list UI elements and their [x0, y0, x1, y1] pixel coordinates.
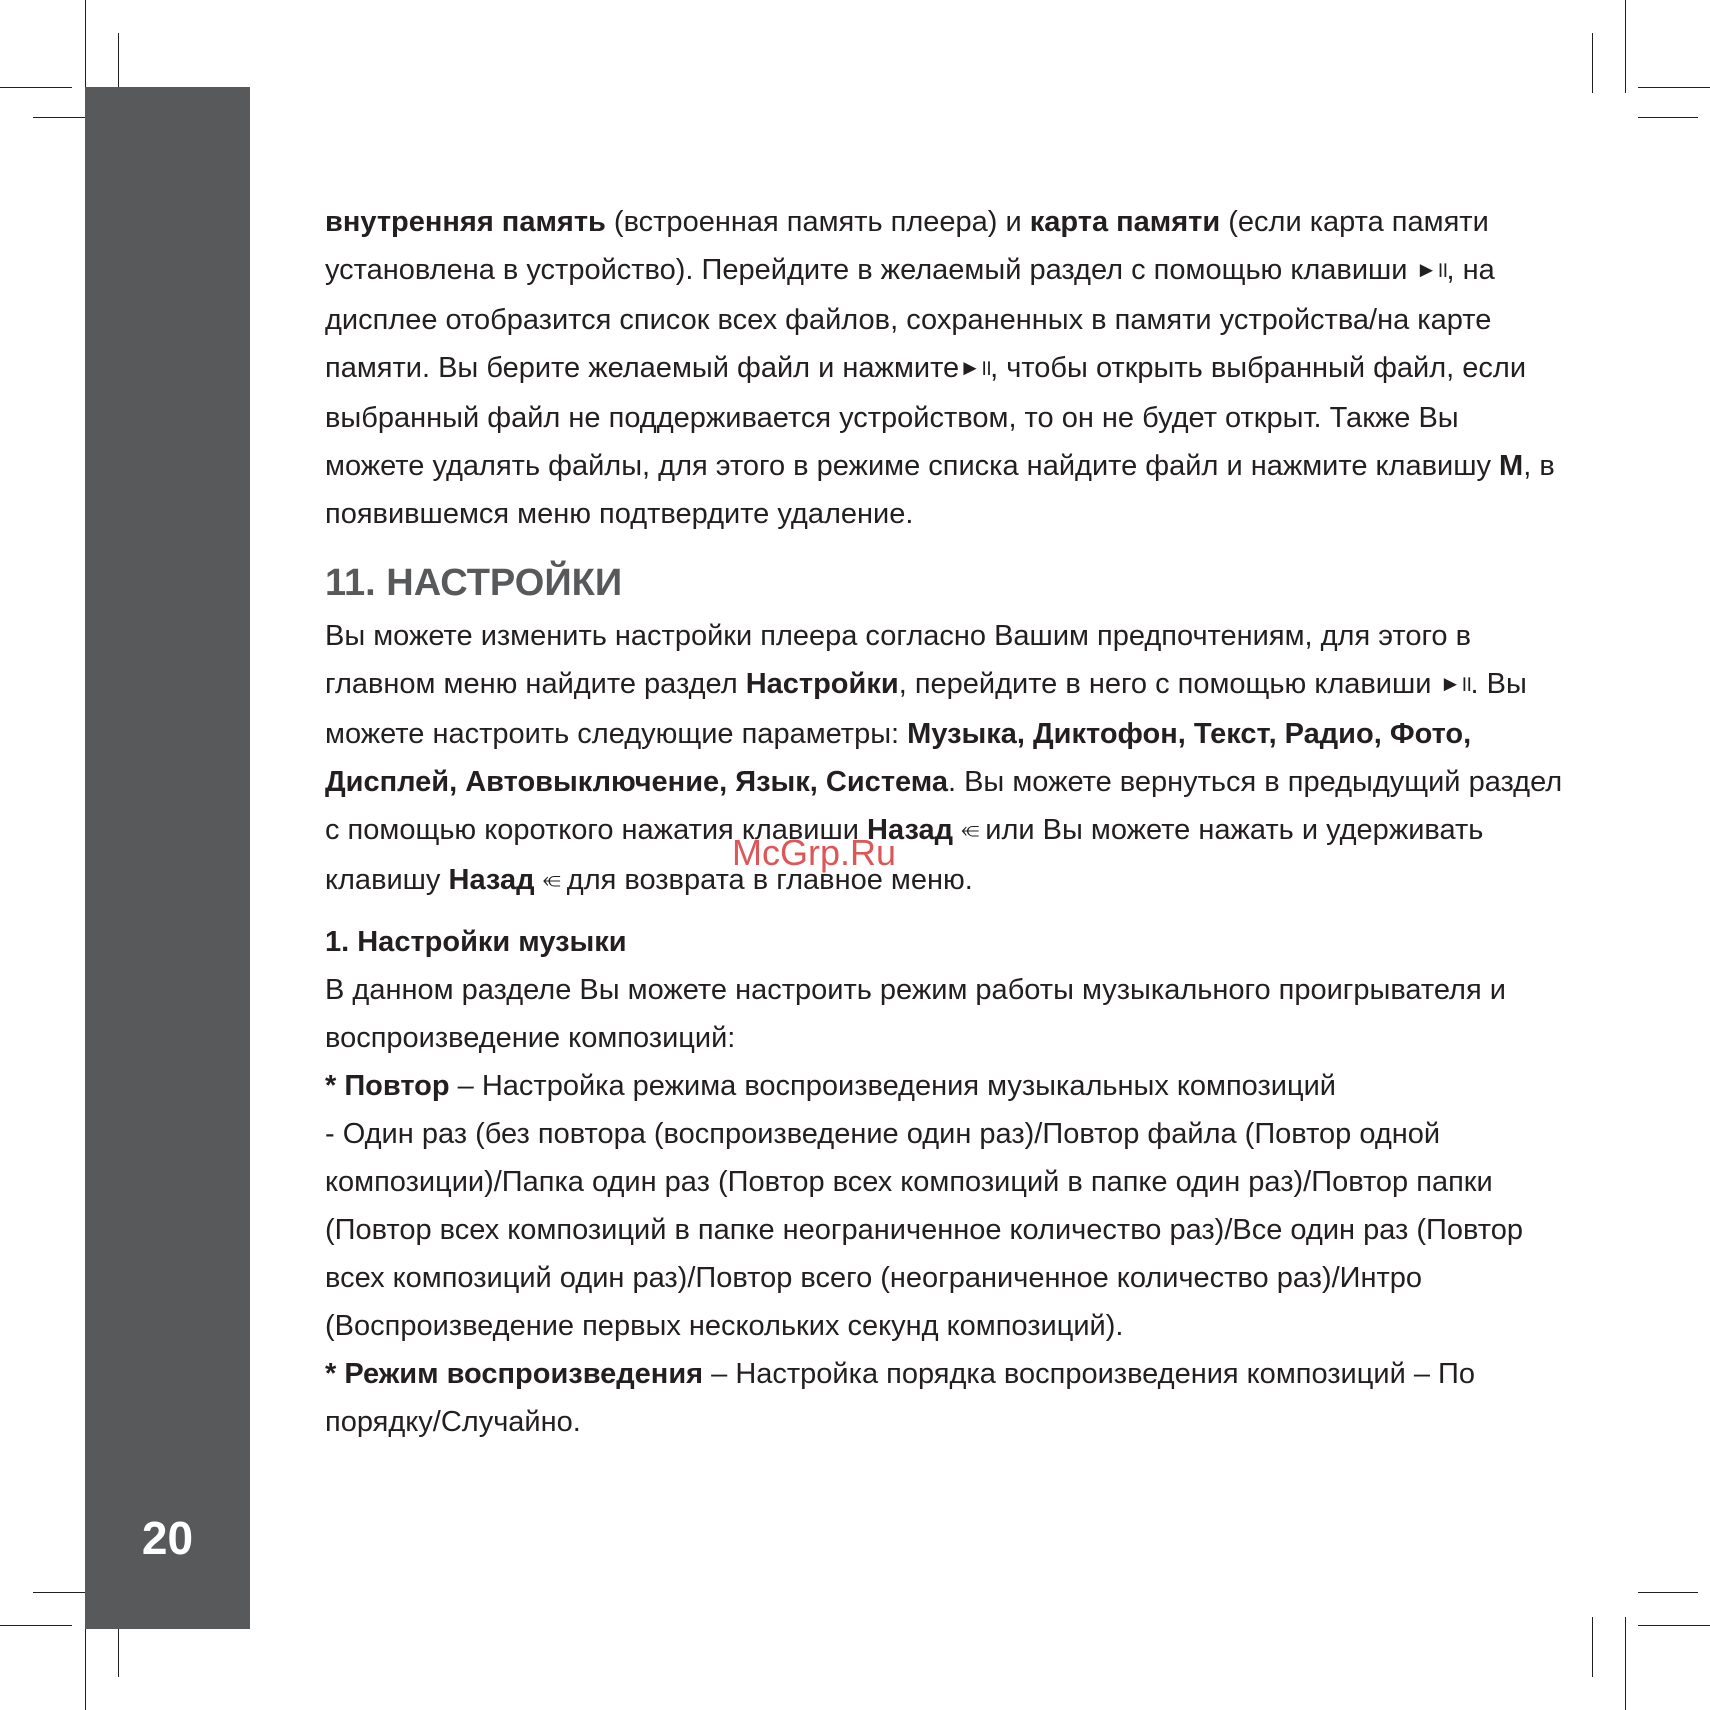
back-icon: ⥺ [542, 867, 559, 892]
text-run: , в появившемся меню подтвердите удаление. [325, 450, 1555, 530]
repeat-options: - Один раз (без повтора (воспроизведение один раз)/Повтор файла (Повтор одной композиции)/Папка один раз (Повтор всех композиций в папке один раз)/Повтор папки (Повтор всех композиций в папке неограниченное количество раз)/Все один раз (Повтор всех композиций один раз)/Повтор всего (неограниченное количество раз)/Интро (Воспроизведение первых нескольких секунд композиций). [325, 1118, 1524, 1342]
text-run: . Вы можете вернуться в предыдущий раздел с помощью короткого нажатия клавиши [325, 766, 1563, 846]
crop-mark [0, 87, 72, 88]
crop-mark [118, 33, 119, 93]
bold-term: внутренняя память [325, 206, 606, 238]
play-pause-icon: ►॥ [959, 355, 991, 380]
text-run: . Вы можете настроить следующие параметры: [325, 668, 1527, 750]
crop-mark [85, 0, 86, 93]
crop-mark [1638, 1625, 1710, 1626]
text-run: – Настройка режима воспроизведения музыкальных композиций [449, 1070, 1336, 1102]
crop-mark [33, 1592, 93, 1593]
section-title: 11. НАСТРОЙКИ [325, 562, 623, 604]
text-run: , перейдите в него с помощью клавиши [898, 668, 1440, 700]
text-run: или Вы можете нажать и удерживать клавишу [325, 814, 1484, 896]
settings-paragraph [325, 612, 1565, 906]
play-mode-setting [325, 1350, 1565, 1446]
crop-mark [1625, 1617, 1626, 1710]
music-intro: В данном разделе Вы можете настроить режим работы музыкального проигрывателя и воспроизведение композиций: [325, 974, 1506, 1054]
text-run: – Настройка порядка воспроизведения композиций – По порядку/Случайно. [325, 1358, 1475, 1438]
crop-mark [33, 117, 93, 118]
bold-term: Музыка, Диктофон, Текст, Радио, Фото, Дисплей, Автовыключение, Язык, Система [325, 718, 1472, 798]
page-content [325, 198, 1565, 1446]
crop-mark [85, 1617, 86, 1710]
text-run: Вы можете изменить настройки плеера согласно Вашим предпочтениям, для этого в главном меню найдите раздел [325, 620, 1471, 700]
intro-paragraph [325, 198, 1565, 538]
back-icon: ⥺ [961, 817, 978, 842]
crop-mark [1638, 117, 1698, 118]
text-run: , чтобы открыть выбранный файл, если выбранный файл не поддерживается устройством, то он не будет открыт. Также Вы можете удалять файлы, для этого в режиме списка найдите файл и нажмите клавишу [325, 352, 1527, 482]
text-run: (если карта памяти установлена в устройство). Перейдите в желаемый раздел с помощью клавиши [325, 206, 1489, 286]
crop-mark [1638, 1592, 1698, 1593]
page-number: 20 [141, 1512, 194, 1564]
play-pause-icon: ►॥ [1439, 671, 1471, 696]
crop-mark [0, 1625, 72, 1626]
bold-term: * Повтор [325, 1070, 450, 1102]
text-run: для возврата в главное меню. [558, 864, 973, 896]
crop-mark [1592, 1617, 1593, 1677]
watermark: McGrp.Ru [732, 832, 897, 873]
play-pause-icon: ►॥ [1415, 257, 1447, 282]
bold-term: M [1499, 450, 1524, 482]
crop-mark [1592, 33, 1593, 93]
bold-term: Назад [867, 814, 954, 846]
repeat-setting [325, 1062, 1565, 1110]
bold-term: карта памяти [1029, 206, 1221, 238]
text-run: , на дисплее отобразится список всех файлов, сохраненных в памяти устройства/на карте памяти. Вы берите желаемый файл и нажмите [325, 254, 1495, 384]
bold-term: Назад [448, 864, 535, 896]
page-sidebar [85, 87, 250, 1629]
bold-term: * Режим воспроизведения [325, 1358, 704, 1390]
bold-term: Настройки [745, 668, 899, 700]
text-run: (встроенная память плеера) и [605, 206, 1030, 238]
subsection-title: 1. Настройки музыки [325, 926, 627, 958]
crop-mark [1625, 0, 1626, 93]
crop-mark [1638, 87, 1710, 88]
